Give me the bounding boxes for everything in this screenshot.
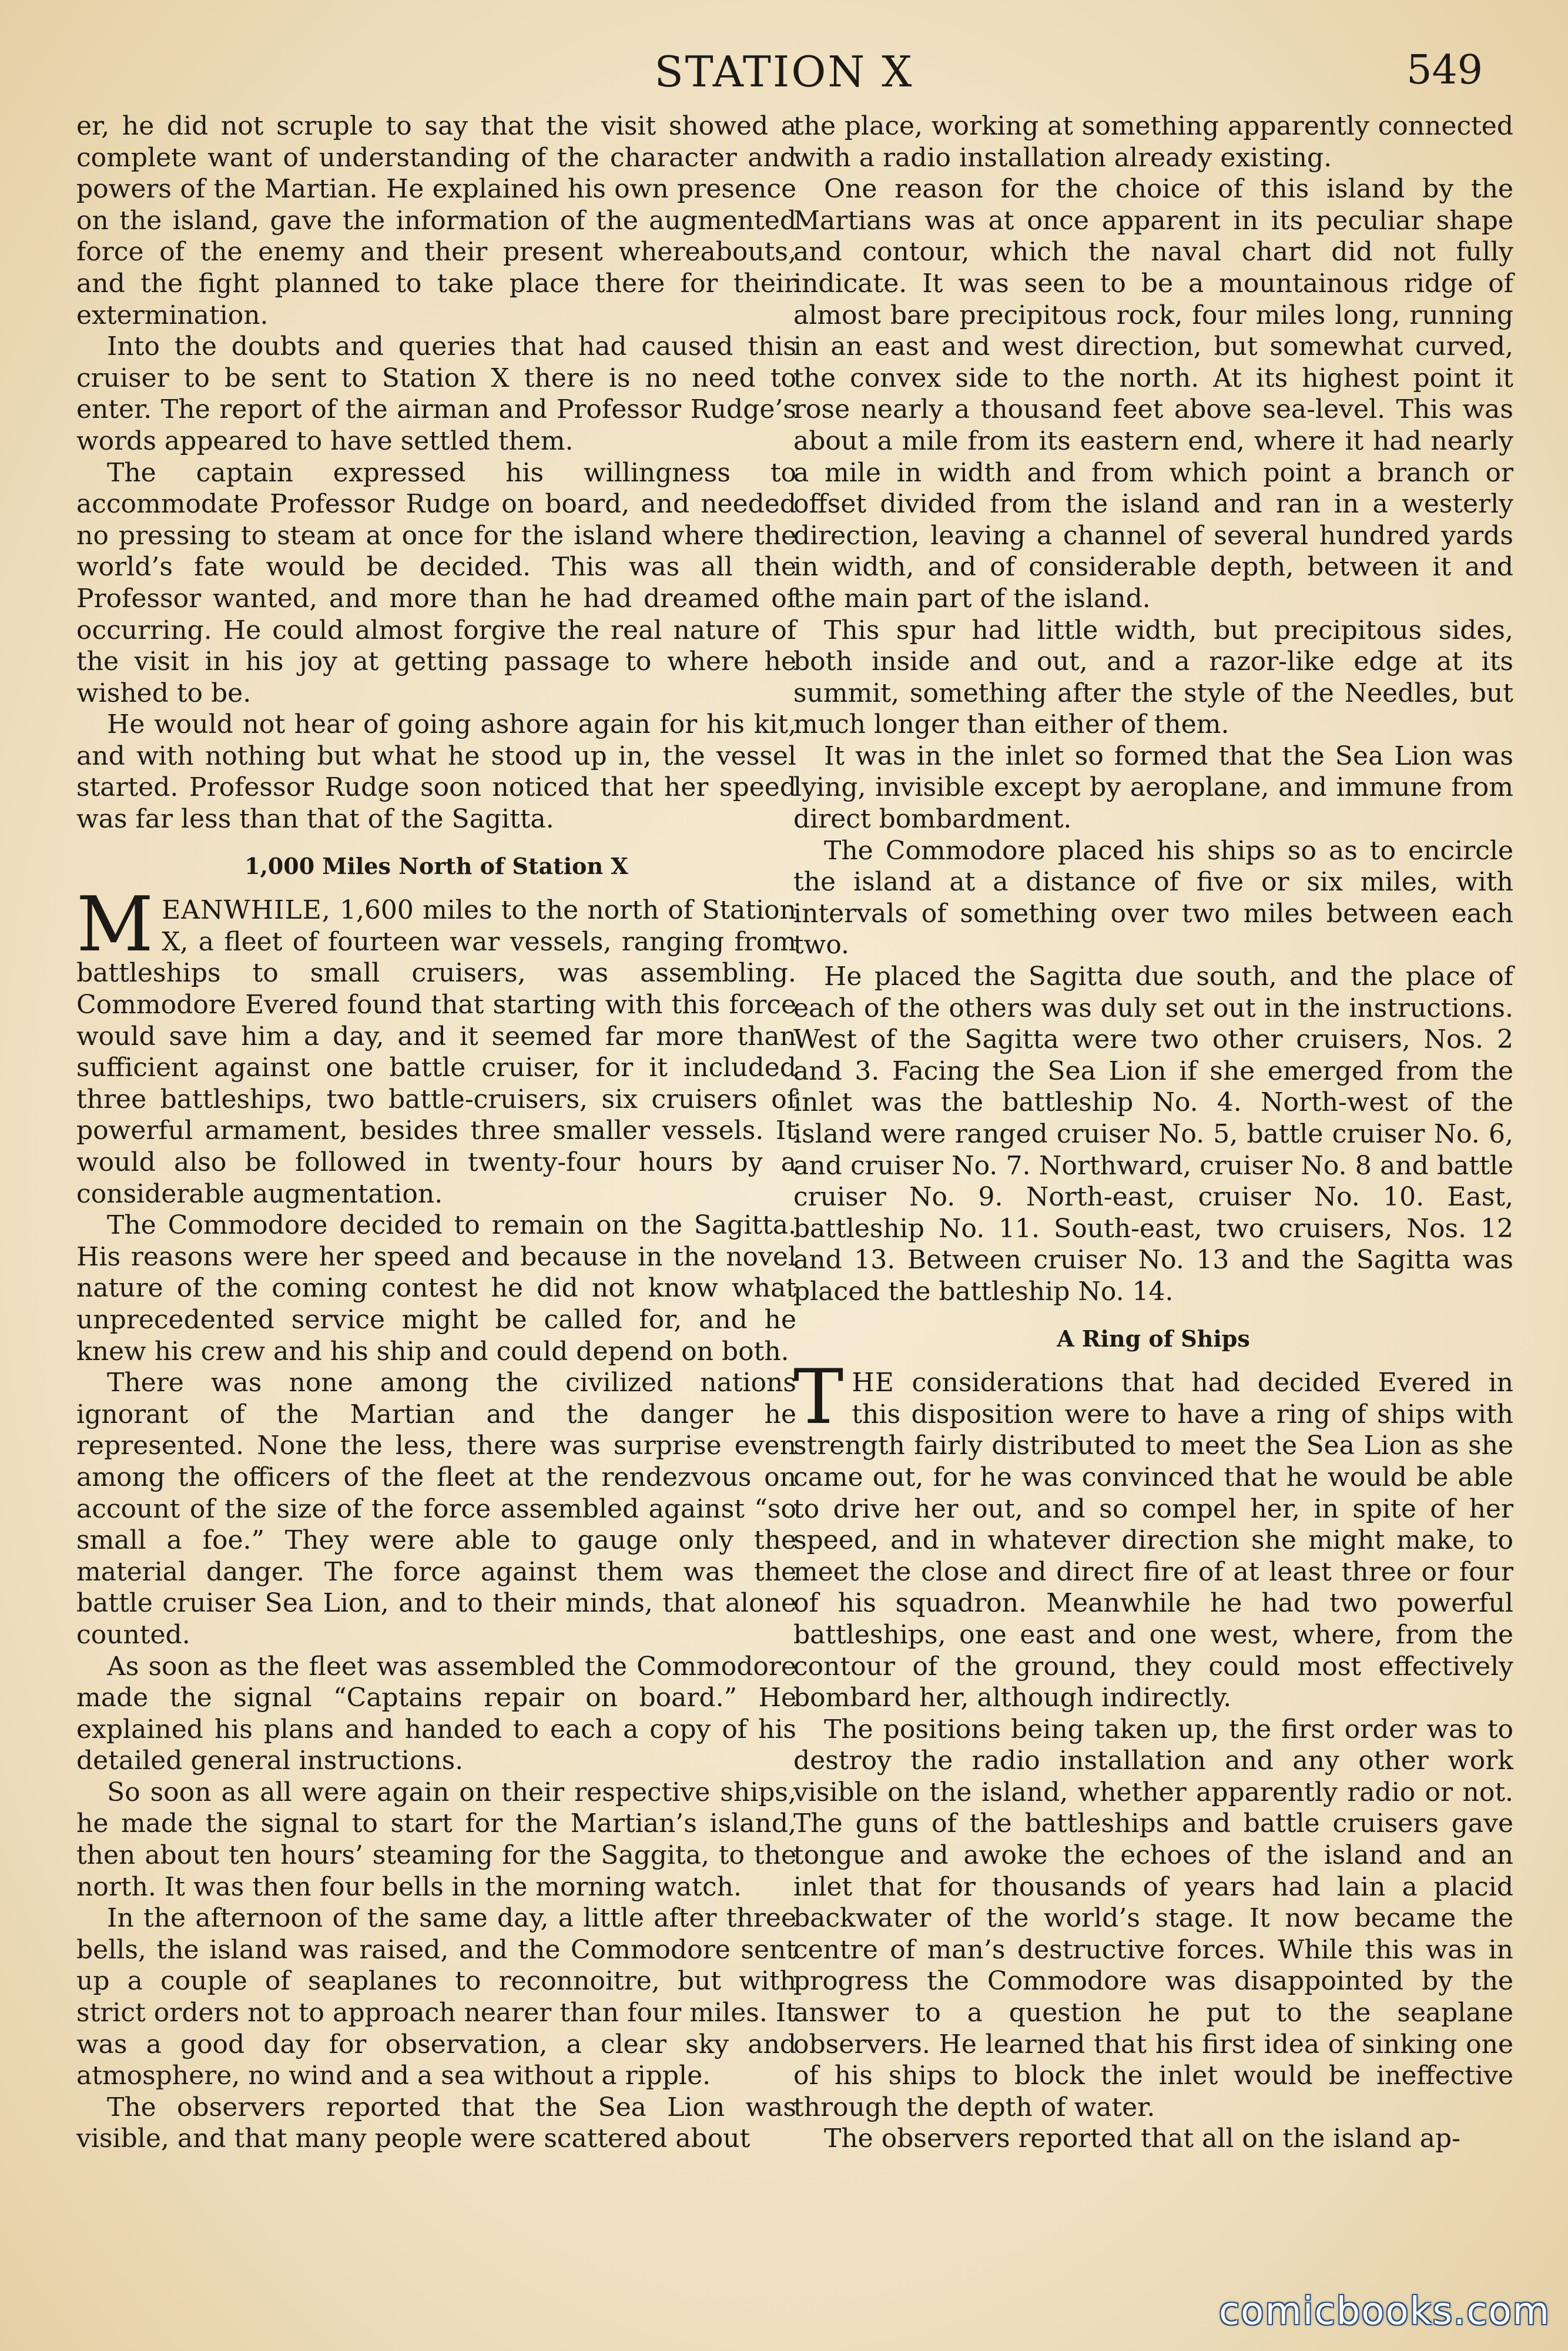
paragraph: In the afternoon of the same day, a little after three bells, the island was raised, and the Commodore sent up a couple of seaplanes to reconnoitre, but with strict orders not to approach nearer than four miles. It was a good day for observation, a clear sky and atmosphere, no wind and a sea without a ripple. (76, 1903, 796, 2091)
paragraph: The observers reported that all on the island ap- (824, 2124, 1461, 2154)
paragraph: As soon as the fleet was assembled the Commodore made the signal “Captains repair on board.” He explained his plans and handed to each a copy of his detailed general instructions. (76, 1651, 796, 1776)
paragraph: the place, working at something apparently connected with a radio installation already existing. (793, 111, 1513, 173)
paragraph: The positions being taken up, the first order was to destroy the radio installation and any other work visible on the island, whether apparently radio or not. The guns of the battleships and battle cruisers gave tongue and awoke the echoes of the island and an inlet that for thousands of years had lain a placid backwater of the world’s stage. It now became the centre of man’s destructive forces. While this was in progress the Commodore was disappointed by the answer to a question he put to the seaplane observers. He learned that his first idea of sinking one of his ships to block the inlet would be ineffective through the depth of water. (793, 1714, 1513, 2122)
lead-in: EANWHILE, (162, 895, 331, 926)
paragraph-text: 1,600 miles to the north of Station X, a fleet of fourteen war vessels, ranging from battleships to small cruisers, was assembling. Commodore Evered found that starting with this force would save him a day, and it seemed far more than sufficient against one battle cruiser, for it included three battleships, two battle-cruisers, six cruisers of powerful armament, besides three smaller vessels. It would also be followed in twenty-four hours by a considerable augmentation. (76, 895, 796, 1209)
drop-cap: M (76, 881, 154, 969)
paragraph: The Commodore placed his ships so as to encircle the island at a distance of five or six miles, with intervals of something over two miles between each two. (793, 835, 1513, 960)
paragraph-text: considerations that had decided Evered in this disposition were to have a ring of ships with strength fairly distributed to meet the Sea Lion as she came out, for he was convinced that he would be able to drive her out, and so compel her, in spite of her speed, and in whatever direction she might make, to meet the close and direct fire of at least three or four of his squadron. Meanwhile he had two powerful battleships, one east and one west, where, from the contour of the ground, they could most effectively bombard her, although indirectly. (793, 1368, 1513, 1713)
section-opening-paragraph (76, 881, 796, 1210)
paragraph: Into the doubts and queries that had caused this cruiser to be sent to Station X there is no need to enter. The report of the airman and Professor Rudge’s words appeared to have settled them. (76, 331, 796, 456)
paragraph: He would not hear of going ashore again for his kit, and with nothing but what he stood up in, the vessel started. Professor Rudge soon noticed that her speed was far less than that of the Sagitta. (76, 709, 796, 835)
paragraph: The observers reported that the Sea Lion was visible, and that many people were scattered about (76, 2092, 796, 2154)
paragraph: It was in the inlet so formed that the Sea Lion was lying, invisible except by aeroplane, and immune from direct bombardment. (793, 741, 1513, 835)
lead-in: HE (852, 1368, 894, 1398)
paragraph: There was none among the civilized nations ignorant of the Martian and the danger he represented. None the less, there was surprise even among the officers of the fleet at the rendezvous on account of the size of the force assembled against “so small a foe.” They were able to gauge only the material danger. The force against them was the battle cruiser Sea Lion, and to their minds, that alone counted. (76, 1368, 796, 1650)
paragraph: The captain expressed his willingness to accommodate Professor Rudge on board, and needed no pressing to steam at once for the island where the world’s fate would be decided. This was all the Professor wanted, and more than he had dreamed of occurring. He could almost forgive the real nature of the visit in his joy at getting passage to where he wished to be. (76, 457, 796, 708)
page-number: 549 (1406, 47, 1483, 93)
paragraph: This spur had little width, but precipitous sides, both inside and out, and a razor-like edge at its summit, something after the style of the Needles, but much longer than either of them. (793, 615, 1513, 740)
paragraph: He placed the Sagitta due south, and the place of each of the others was duly set out in the instructions. West of the Sagitta were two other cruisers, Nos. 2 and 3. Facing the Sea Lion if she emerged from the inlet was the battleship No. 4. North-west of the island were ranged cruiser No. 5, battle cruiser No. 6, and cruiser No. 7. Northward, cruiser No. 8 and battle cruiser No. 9. North-east, cruiser No. 10. East, battleship No. 11. South-east, two cruisers, Nos. 12 and 13. Between cruiser No. 13 and the Sagitta was placed the battleship No. 14. (793, 962, 1513, 1307)
running-title: STATION X (654, 47, 914, 96)
paragraph: One reason for the choice of this island by the Martians was at once apparent in its peculiar shape and contour, which the naval chart did not fully indicate. It was seen to be a mountainous ridge of almost bare precipitous rock, four miles long, running in an east and west direction, but somewhat curved, the convex side to the north. At its highest point it rose nearly a thousand feet above sea-level. This was about a mile from its eastern end, where it had nearly a mile in width and from which point a branch or offset divided from the island and ran in a westerly direction, leaving a channel of several hundred yards in width, and of considerable depth, between it and the main part of the island. (793, 174, 1513, 614)
paragraph: er, he did not scruple to say that the visit showed a complete want of understanding of the character and powers of the Martian. He explained his own presence on the island, gave the information of the augmented force of the enemy and their present whereabouts, and the fight planned to take place there for their extermination. (76, 111, 796, 330)
right-column (793, 110, 1513, 2155)
section-opening-paragraph (793, 1354, 1513, 1714)
paragraph: So soon as all were again on their respective ships, he made the signal to start for the Martian’s island, then about ten hours’ steaming for the Saggita, to the north. It was then four bells in the morning watch. (76, 1777, 796, 1902)
section-heading: A Ring of Ships (1057, 1325, 1250, 1352)
drop-cap: T (793, 1354, 844, 1442)
section-heading: 1,000 Miles North of Station X (244, 852, 628, 879)
paragraph: The Commodore decided to remain on the Sagitta. His reasons were her speed and because in the novel nature of the coming contest he did not know what unprecedented service might be called for, and he knew his crew and his ship and could depend on both. (76, 1210, 796, 1367)
watermark: comicbooks.com (1218, 2290, 1550, 2333)
left-column (76, 110, 796, 2155)
